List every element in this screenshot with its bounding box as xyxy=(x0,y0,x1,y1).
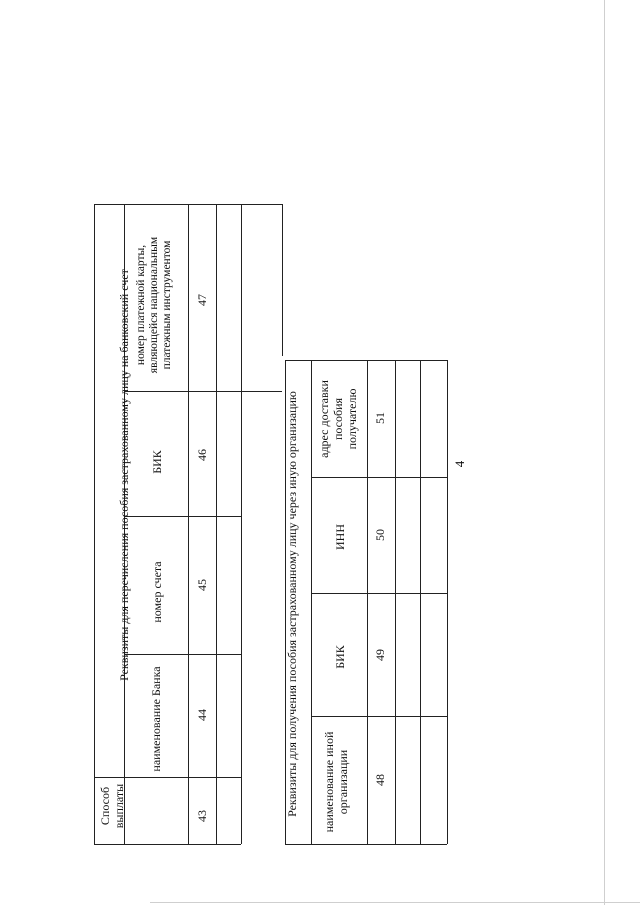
top-num-43: 43 xyxy=(194,810,209,822)
top-num-46: 46 xyxy=(194,449,209,461)
bottom-num-48: 48 xyxy=(372,774,387,786)
bottom-col-delivery-address: адрес доставки пособия получателю xyxy=(317,380,359,458)
top-method-header: Способ выплаты xyxy=(98,783,126,829)
bottom-num-50: 50 xyxy=(372,529,387,541)
top-group-header: Реквизиты для перечисления пособия застрахованному лицу на банковский счет xyxy=(116,269,131,681)
bottom-col-inn: ИНН xyxy=(332,524,347,550)
bottom-group-header: Реквизиты для получения пособия застрахованному лицу через иную организацию xyxy=(284,391,299,817)
top-num-47: 47 xyxy=(194,294,209,306)
bottom-col-bik: БИК xyxy=(332,645,347,669)
page-edge-bottom xyxy=(150,902,640,903)
page-edge-right xyxy=(604,0,605,905)
top-col-card-number: номер платежной карты, являющейся национальным платежным инструментом xyxy=(134,236,173,374)
top-col-bik: БИК xyxy=(149,450,164,474)
bottom-num-49: 49 xyxy=(372,649,387,661)
top-col-bank-name: наименование Банка xyxy=(148,666,163,772)
bottom-col-org-name: наименование иной организации xyxy=(322,731,350,833)
top-col-account-number: номер счета xyxy=(149,561,164,623)
top-num-44: 44 xyxy=(194,709,209,721)
top-num-45: 45 xyxy=(194,579,209,591)
bottom-num-51: 51 xyxy=(372,412,387,424)
page-number: 4 xyxy=(452,460,467,468)
